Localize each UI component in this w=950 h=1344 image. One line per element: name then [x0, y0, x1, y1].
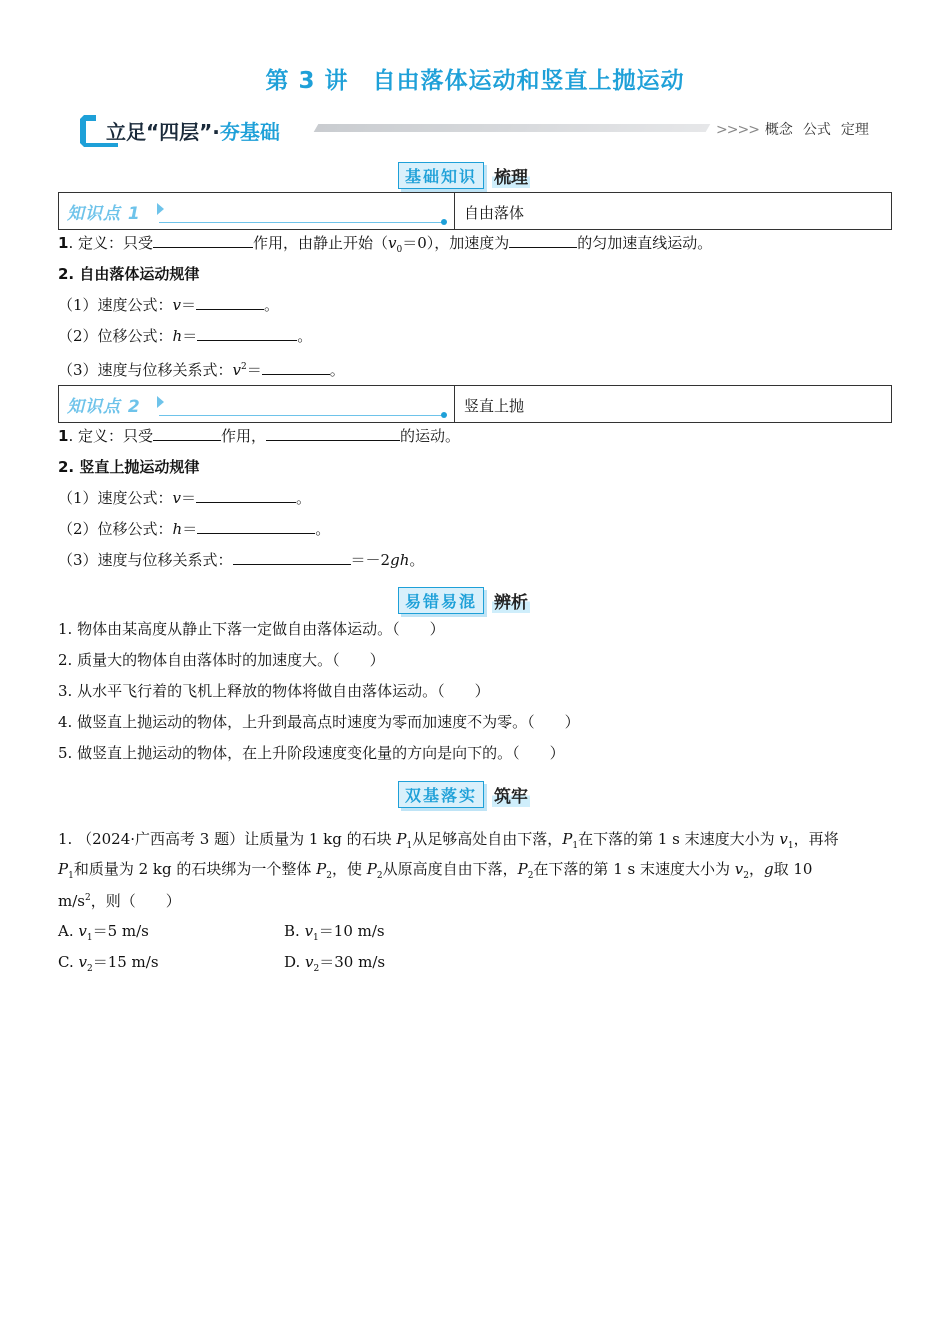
var-P: P [562, 830, 573, 848]
subscript: 1 [572, 841, 579, 851]
var-v: v [734, 860, 744, 878]
q1-text: ，则（ ） [90, 892, 181, 910]
kp1-dot-icon [441, 219, 447, 225]
option-value: ＝15 m/s [92, 953, 159, 971]
section-box-label: 易错易混 [398, 587, 484, 614]
superscript: 2 [84, 893, 91, 903]
q1-text: ，使 [331, 860, 367, 878]
kp2-l2-label: （2）位移公式： [58, 520, 173, 538]
kp1-l2-label: （2）位移公式： [58, 327, 173, 345]
kp2-law-1 [58, 488, 311, 508]
period: 。 [329, 361, 345, 379]
banner-divider-bar [314, 124, 711, 132]
q1-text: 1. （2024·广西高考 3 题）让质量为 1 kg 的石块 [58, 830, 397, 848]
keyword-theorem: 定理 [840, 122, 869, 138]
option-b[interactable] [284, 920, 385, 943]
kp1-label: 知识点 1 [67, 204, 141, 224]
section-header-errors [398, 587, 530, 613]
subscript: 1 [406, 841, 413, 851]
option-label: D. [284, 953, 306, 971]
kp2-def-b: 作用， [220, 427, 266, 445]
kp1-def-c: ＝0），加速度为 [402, 234, 510, 252]
section-header-practice [398, 781, 530, 807]
kp1-definition [58, 233, 712, 260]
subscript: 2 [743, 871, 749, 881]
kp2-l3-tail: ＝－2 [350, 551, 391, 569]
var-v: v [305, 953, 314, 971]
option-label: B. [284, 922, 305, 940]
judge-item-3: 3. 从水平飞行着的飞机上释放的物体将做自由落体运动。（ ） [58, 682, 490, 700]
subscript-zero: 0 [396, 245, 403, 255]
kp1-arrow-icon [157, 203, 164, 215]
blank[interactable] [262, 360, 330, 375]
kp1-def-var: v [388, 234, 397, 252]
option-value: ＝10 m/s [318, 922, 385, 940]
subscript: 2 [86, 964, 93, 974]
kp1-law-title [58, 264, 199, 284]
kp1-l1-label: （1）速度公式： [58, 296, 173, 314]
judge-item-2: 2. 质量大的物体自由落体时的加速度大。（ ） [58, 651, 385, 669]
kp2-law-title-text: 2. 竖直上抛运动规律 [58, 458, 200, 476]
question-1-line-1 [58, 829, 839, 856]
kp2-dot-icon [441, 412, 447, 418]
judge-item-4: 4. 做竖直上抛运动的物体，上升到最高点时速度为零而加速度不为零。（ ） [58, 713, 580, 731]
var-v: v [78, 922, 87, 940]
kp1-law-1 [58, 295, 279, 315]
judge-item-1: 1. 物体由某高度从静止下落一定做自由落体运动。（ ） [58, 620, 445, 638]
kp1-law-title-text: 2. 自由落体运动规律 [58, 265, 200, 283]
banner-title-blue: 夯基础 [219, 120, 280, 144]
var-P: P [517, 860, 528, 878]
kp1-def-number: 1 [58, 234, 69, 252]
blank[interactable] [196, 295, 264, 310]
var-P: P [316, 860, 327, 878]
equals: ＝ [182, 520, 198, 538]
equals: ＝ [246, 361, 262, 379]
judge-item-5: 5. 做竖直上抛运动的物体，在上升阶段速度变化量的方向是向下的。（ ） [58, 744, 565, 762]
blank[interactable] [153, 233, 253, 248]
kp1-def-a: . 定义：只受 [68, 234, 153, 252]
kp1-title: 自由落体 [464, 204, 525, 222]
period: 。 [315, 520, 331, 538]
question-1-line-2 [58, 859, 812, 886]
keyword-concept: 概念 [764, 122, 793, 138]
blank[interactable] [509, 233, 577, 248]
banner-keywords [716, 119, 869, 139]
knowledge-point-1-header [58, 192, 892, 230]
q1-text: 从足够高处自由下落， [412, 830, 563, 848]
kp2-label-cell [59, 386, 455, 422]
section-tail-label: 辨析 [492, 588, 530, 613]
section-tail-label: 筑牢 [492, 782, 530, 807]
kp1-law-2 [58, 326, 312, 346]
blank[interactable] [196, 488, 296, 503]
blank[interactable] [197, 326, 297, 341]
q1-text: m/s [58, 892, 85, 910]
equals: ＝ [182, 327, 198, 345]
blank[interactable] [197, 519, 315, 534]
var-v: v [232, 361, 242, 379]
kp2-definition [58, 426, 460, 446]
chapter-banner [78, 113, 908, 149]
var-v: v [172, 489, 182, 507]
q1-text: ，再将 [793, 830, 839, 848]
kp1-l3-label: （3）速度与位移关系式： [58, 361, 233, 379]
kp1-underline [159, 222, 444, 223]
option-label: A. [58, 922, 79, 940]
kp2-title: 竖直上抛 [464, 397, 525, 415]
banner-title [106, 116, 280, 145]
kp2-label: 知识点 2 [67, 397, 141, 417]
q1-text: 在下落的第 1 s 末速度大小为 [578, 830, 780, 848]
subscript: 2 [326, 871, 332, 881]
subscript: 1 [86, 933, 93, 943]
q1-text: 在下落的第 1 s 末速度大小为 [533, 860, 735, 878]
var-v: v [304, 922, 314, 940]
banner-title-dark: 立足“四层”· [106, 120, 220, 144]
subscript: 2 [527, 871, 534, 881]
kp2-law-title [58, 457, 199, 477]
period: 。 [264, 296, 280, 314]
section-tail-label: 梳理 [492, 163, 530, 188]
var-v: v [78, 953, 87, 971]
kp1-def-d: 的匀加速直线运动。 [577, 234, 713, 252]
var-v: v [779, 830, 788, 848]
subscript: 1 [787, 841, 794, 851]
period: 。 [296, 489, 312, 507]
subscript: 2 [313, 964, 320, 974]
blank[interactable] [233, 550, 351, 565]
kp2-law-3 [58, 550, 424, 570]
equals: ＝ [181, 489, 197, 507]
keyword-formula: 公式 [802, 122, 831, 138]
equals: ＝ [181, 296, 197, 314]
period: 。 [409, 551, 425, 569]
var-g: g [763, 860, 774, 878]
kp2-l3-label: （3）速度与位移关系式： [58, 551, 233, 569]
section-header-basics [398, 162, 530, 188]
kp2-def-number: 1 [58, 427, 69, 445]
var-gh: gh [390, 551, 410, 569]
knowledge-point-2-header [58, 385, 892, 423]
subscript: 2 [376, 871, 383, 881]
kp2-underline [159, 415, 444, 416]
blank[interactable] [266, 426, 400, 441]
subscript: 1 [68, 871, 74, 881]
question-1-line-3 [58, 888, 181, 911]
superscript: 2 [241, 362, 247, 372]
var-h: h [172, 520, 183, 538]
section-box-label: 基础知识 [398, 162, 484, 189]
option-label: C. [58, 953, 79, 971]
kp2-l1-label: （1）速度公式： [58, 489, 173, 507]
kp1-law-3 [58, 357, 345, 380]
page-title: 第 3 讲 自由落体运动和竖直上抛运动 [265, 68, 685, 94]
kp2-def-a: . 定义：只受 [68, 427, 153, 445]
q1-text: 和质量为 2 kg 的石块绑为一个整体 [73, 860, 317, 878]
option-value: ＝5 m/s [92, 922, 149, 940]
q1-text: 从原高度自由下落， [382, 860, 518, 878]
kp1-def-b: 作用，由静止开始（ [252, 234, 388, 252]
var-v: v [172, 296, 182, 314]
var-P: P [58, 860, 69, 878]
option-d[interactable] [284, 951, 385, 974]
q1-text: 取 10 [773, 860, 813, 878]
q1-text: ， [748, 860, 764, 878]
var-h: h [172, 327, 183, 345]
banner-arrows-icon: >>>> [716, 122, 759, 138]
option-a[interactable] [58, 920, 149, 943]
section-box-label: 双基落实 [398, 781, 484, 808]
option-c[interactable] [58, 951, 159, 974]
period: 。 [297, 327, 313, 345]
kp2-law-2 [58, 519, 330, 539]
var-P: P [396, 830, 407, 848]
kp2-arrow-icon [157, 396, 164, 408]
kp2-def-c: 的运动。 [400, 427, 461, 445]
blank[interactable] [153, 426, 221, 441]
subscript: 1 [313, 933, 319, 943]
kp1-label-cell [59, 193, 455, 229]
var-P: P [366, 860, 377, 878]
option-value: ＝30 m/s [319, 953, 386, 971]
